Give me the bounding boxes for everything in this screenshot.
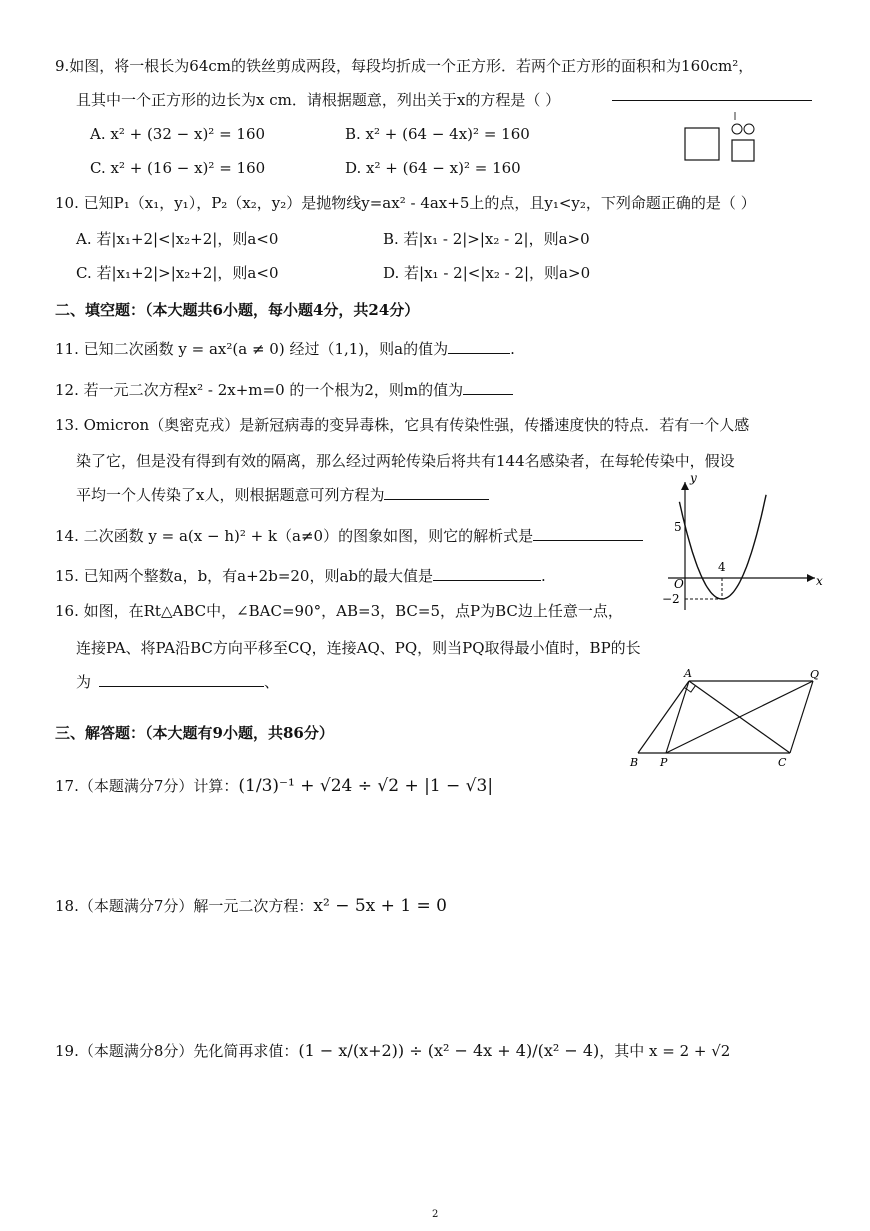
q16-end: 、 xyxy=(264,673,280,691)
q9-option-b: B. x² + (64 − 4x)² = 160 xyxy=(345,125,530,143)
segment-CQ xyxy=(790,681,813,753)
q10-option-b: B. 若|x₁ - 2|>|x₂ - 2|，则a>0 xyxy=(383,230,590,248)
q16-blank xyxy=(99,672,264,687)
q11-blank xyxy=(448,339,510,354)
q9-squares-figure xyxy=(680,112,770,168)
q9-option-d: D. x² + (64 − x)² = 160 xyxy=(345,159,521,177)
q13-line3-text: 平均一个人传染了x人，则根据题意可列方程为 xyxy=(76,486,385,504)
q11 xyxy=(55,339,515,359)
point-B-label: B xyxy=(630,756,639,769)
q19-label: 19.（本题满分8分）先化简再求值： xyxy=(55,1042,299,1060)
segment-AB xyxy=(638,681,689,753)
q9-option-a: A. x² + (32 − x)² = 160 xyxy=(90,125,266,143)
q17-label: 17.（本题满分7分）计算： xyxy=(55,777,239,795)
q18-label: 18.（本题满分7分）解一元二次方程： xyxy=(55,897,314,915)
y-axis-label: y xyxy=(690,471,697,485)
vertex-y-label: −2 xyxy=(662,592,680,606)
q14-parabola-graph xyxy=(660,470,830,620)
point-C-label: C xyxy=(778,756,787,769)
q10-option-a: A. 若|x₁+2|<|x₂+2|，则a<0 xyxy=(76,230,279,248)
q17 xyxy=(55,776,493,796)
q10-option-c: C. 若|x₁+2|>|x₂+2|，则a<0 xyxy=(76,264,279,282)
q11-end: . xyxy=(510,340,515,358)
q19 xyxy=(55,1041,730,1061)
q16-line3-text: 为 xyxy=(76,673,92,691)
q17-expression: (1/3)⁻¹ + √24 ÷ √2 + |1 − √3| xyxy=(238,776,494,796)
q16-line2: 连接PA、将PA沿BC方向平移至CQ，连接AQ、PQ，则当PQ取得最小值时，BP的长 xyxy=(76,639,641,657)
q11-text: 11. 已知二次函数 y = ax²(a ≠ 0) 经过（1,1)，则a的值为 xyxy=(55,340,449,358)
section-2-heading: 二、填空题：（本大题共6小题，每小题4分，共24分） xyxy=(55,301,420,319)
q16-line1: 16. 如图，在Rt△ABC中，∠BAC=90°，AB=3，BC=5，点P为BC边上任意一点， xyxy=(55,602,623,620)
q15-end: . xyxy=(541,567,546,585)
large-square xyxy=(685,128,719,160)
q14-text: 14. 二次函数 y = a(x − h)² + k（a≠0）的图象如图，则它的解析式是 xyxy=(55,527,534,545)
origin-label: O xyxy=(674,577,684,591)
q9-line2: 且其中一个正方形的边长为x cm．请根据题意，列出关于x的方程是（ ） xyxy=(76,91,561,109)
segment-PQ xyxy=(666,681,813,753)
q10-line1: 10. 已知P₁（x₁，y₁），P₂（x₂，y₂）是抛物线y=ax² - 4ax+5上的点，且y₁<y₂，下列命题正确的是（ ） xyxy=(55,194,756,212)
q16-line3 xyxy=(76,672,279,692)
x-axis-label: x xyxy=(816,574,823,588)
q13-blank xyxy=(384,485,489,500)
segment-PA xyxy=(666,681,689,753)
q15-blank xyxy=(433,566,541,581)
parabola-curve xyxy=(679,495,766,599)
q18 xyxy=(55,896,447,916)
q12-blank xyxy=(463,380,513,395)
wire-coil-right xyxy=(744,124,754,134)
q15-text: 15. 已知两个整数a，b，有a+2b=20，则ab的最大值是 xyxy=(55,567,434,585)
q18-expression: x² − 5x + 1 = 0 xyxy=(313,896,447,916)
vertex-x-label: 4 xyxy=(718,560,726,574)
q14-blank xyxy=(533,526,643,541)
q9-answer-line xyxy=(612,100,812,101)
q13-line1: 13. Omicron（奥密克戎）是新冠病毒的变异毒株，它具有传染性强，传播速度快的特点．若有一个人感 xyxy=(55,416,750,434)
point-P-label: P xyxy=(660,756,668,769)
q12-text: 12. 若一元二次方程x² - 2x+m=0 的一个根为2，则m的值为 xyxy=(55,381,464,399)
q9-option-c: C. x² + (16 − x)² = 160 xyxy=(90,159,266,177)
y-axis-arrow xyxy=(681,482,689,490)
point-Q-label: Q xyxy=(810,668,820,681)
y-intercept-label: 5 xyxy=(674,520,682,534)
q19-condition: ，其中 x = 2 + √2 xyxy=(599,1042,731,1060)
q16-parallelogram-figure xyxy=(625,665,830,775)
q13-line2: 染了它，但是没有得到有效的隔离，那么经过两轮传染后将共有144名感染者，在每轮传染中，假设 xyxy=(76,452,735,470)
q15 xyxy=(55,566,546,586)
point-A-label: A xyxy=(684,667,692,680)
wire-coil-left xyxy=(732,124,742,134)
section-3-heading: 三、解答题：（本大题有9小题，共86分） xyxy=(55,724,334,742)
q14 xyxy=(55,526,643,546)
q9-line1: 9.如图，将一根长为64cm的铁丝剪成两段，每段均折成一个正方形．若两个正方形的面积和为160cm²， xyxy=(55,57,754,75)
page-number: 2 xyxy=(432,1209,439,1220)
q12 xyxy=(55,380,513,400)
small-square xyxy=(732,140,754,161)
x-axis-arrow xyxy=(807,574,815,582)
q19-expression: (1 − x/(x+2)) ÷ (x² − 4x + 4)/(x² − 4) xyxy=(298,1041,600,1060)
q13-line3 xyxy=(76,485,489,505)
q10-option-d: D. 若|x₁ - 2|<|x₂ - 2|，则a>0 xyxy=(383,264,591,282)
